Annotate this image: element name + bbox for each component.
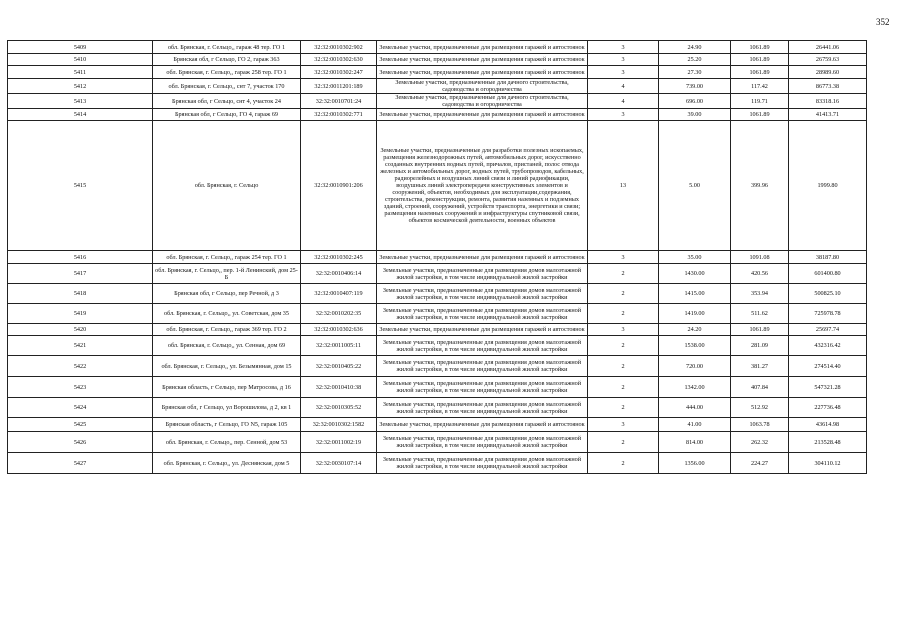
row-number: 5422 bbox=[8, 356, 153, 377]
row-land-purpose: Земельные участки, предназначенные для размещения домов малоэтажной жилой застройки, в том числе индивидуальной жилой застройки bbox=[377, 432, 588, 453]
row-land-purpose: Земельные участки, предназначенные для размещения гаражей и автостоянок bbox=[377, 54, 588, 66]
row-cadastral-number: 32:32:0010202:35 bbox=[301, 304, 377, 324]
table-row bbox=[8, 453, 867, 474]
row-cadastral-number: 32:32:0011201:189 bbox=[301, 79, 377, 94]
row-area: 24.90 bbox=[659, 41, 731, 54]
row-area: 27.30 bbox=[659, 66, 731, 79]
cadastral-value-table bbox=[7, 40, 867, 474]
row-cadastral-value: 213528.48 bbox=[789, 432, 867, 453]
table-row bbox=[8, 94, 867, 109]
row-group: 2 bbox=[588, 432, 659, 453]
row-cadastral-value: 26441.06 bbox=[789, 41, 867, 54]
row-cadastral-number: 32:32:0010302:630 bbox=[301, 54, 377, 66]
row-area: 696.00 bbox=[659, 94, 731, 109]
row-area: 739.00 bbox=[659, 79, 731, 94]
row-cadastral-value: 28989.60 bbox=[789, 66, 867, 79]
row-cadastral-value: 601400.80 bbox=[789, 264, 867, 284]
row-cadastral-number: 32:32:0010701:24 bbox=[301, 94, 377, 109]
table-row bbox=[8, 41, 867, 54]
row-cadastral-value: 304110.12 bbox=[789, 453, 867, 474]
row-land-purpose: Земельные участки, предназначенные для размещения домов малоэтажной жилой застройки, в том числе индивидуальной жилой застройки bbox=[377, 453, 588, 474]
row-area: 1419.00 bbox=[659, 304, 731, 324]
row-land-purpose: Земельные участки, предназначенные для размещения домов малоэтажной жилой застройки, в том числе индивидуальной жилой застройки bbox=[377, 264, 588, 284]
row-area: 24.20 bbox=[659, 324, 731, 336]
row-number: 5411 bbox=[8, 66, 153, 79]
row-group: 2 bbox=[588, 398, 659, 418]
row-cadastral-number: 32:32:0010407:119 bbox=[301, 284, 377, 304]
row-group: 3 bbox=[588, 109, 659, 121]
row-unit-price: 407.84 bbox=[731, 377, 789, 398]
row-unit-price: 281.09 bbox=[731, 336, 789, 356]
table-row bbox=[8, 377, 867, 398]
row-number: 5412 bbox=[8, 79, 153, 94]
row-cadastral-number: 32:32:0010410:38 bbox=[301, 377, 377, 398]
row-unit-price: 1061.89 bbox=[731, 66, 789, 79]
row-land-purpose: Земельные участки, предназначенные для размещения домов малоэтажной жилой застройки, в том числе индивидуальной жилой застройки bbox=[377, 398, 588, 418]
table-row bbox=[8, 66, 867, 79]
row-area: 1342.00 bbox=[659, 377, 731, 398]
row-land-purpose: Земельные участки, предназначенные для размещения гаражей и автостоянок bbox=[377, 109, 588, 121]
row-number: 5413 bbox=[8, 94, 153, 109]
row-group: 3 bbox=[588, 66, 659, 79]
row-unit-price: 1061.89 bbox=[731, 324, 789, 336]
row-land-purpose: Земельные участки, предназначенные для размещения домов малоэтажной жилой застройки, в том числе индивидуальной жилой застройки bbox=[377, 304, 588, 324]
table-row bbox=[8, 324, 867, 336]
row-unit-price: 512.92 bbox=[731, 398, 789, 418]
row-number: 5415 bbox=[8, 121, 153, 251]
row-number: 5421 bbox=[8, 336, 153, 356]
row-address: обл. Брянская, г. Сельцо,, гараж 254 тер. ГО 1 bbox=[153, 251, 301, 264]
row-cadastral-value: 83318.16 bbox=[789, 94, 867, 109]
row-group: 3 bbox=[588, 324, 659, 336]
row-cadastral-value: 1999.80 bbox=[789, 121, 867, 251]
row-number: 5418 bbox=[8, 284, 153, 304]
row-cadastral-value: 274514.40 bbox=[789, 356, 867, 377]
row-land-purpose: Земельные участки, предназначенные для размещения домов малоэтажной жилой застройки, в том числе индивидуальной жилой застройки bbox=[377, 336, 588, 356]
row-address: обл. Брянская, г. Сельцо,, пер. Сенной, дом 53 bbox=[153, 432, 301, 453]
row-address: Брянская обл, г Сельцо, пер Речной, д 3 bbox=[153, 284, 301, 304]
row-unit-price: 1061.89 bbox=[731, 54, 789, 66]
row-cadastral-value: 227736.48 bbox=[789, 398, 867, 418]
row-area: 1415.00 bbox=[659, 284, 731, 304]
row-address: Брянская область, г Сельцо, пер Матросова, д 16 bbox=[153, 377, 301, 398]
row-area: 41.00 bbox=[659, 418, 731, 432]
row-unit-price: 117.42 bbox=[731, 79, 789, 94]
row-number: 5425 bbox=[8, 418, 153, 432]
row-area: 25.20 bbox=[659, 54, 731, 66]
row-cadastral-value: 86773.38 bbox=[789, 79, 867, 94]
row-address: Брянская обл, г Сельцо, ул Ворошилова, д 2, кв 1 bbox=[153, 398, 301, 418]
row-address: обл. Брянская, г. Сельцо,, ул. Советская, дом 35 bbox=[153, 304, 301, 324]
row-area: 814.00 bbox=[659, 432, 731, 453]
row-group: 2 bbox=[588, 284, 659, 304]
row-group: 3 bbox=[588, 54, 659, 66]
row-cadastral-number: 32:32:0011002:19 bbox=[301, 432, 377, 453]
table-row bbox=[8, 121, 867, 251]
table-row bbox=[8, 284, 867, 304]
row-cadastral-value: 41413.71 bbox=[789, 109, 867, 121]
table-row bbox=[8, 336, 867, 356]
row-area: 720.00 bbox=[659, 356, 731, 377]
row-unit-price: 1061.89 bbox=[731, 109, 789, 121]
row-address: Брянская обл, г Сельцо, ГО 2, гараж 363 bbox=[153, 54, 301, 66]
row-unit-price: 381.27 bbox=[731, 356, 789, 377]
row-group: 2 bbox=[588, 336, 659, 356]
row-group: 3 bbox=[588, 251, 659, 264]
row-cadastral-number: 32:32:0010406:14 bbox=[301, 264, 377, 284]
row-group: 2 bbox=[588, 377, 659, 398]
row-number: 5419 bbox=[8, 304, 153, 324]
row-address: обл. Брянская, г. Сельцо,, гараж 258 тер. ГО 1 bbox=[153, 66, 301, 79]
row-group: 3 bbox=[588, 41, 659, 54]
row-unit-price: 399.96 bbox=[731, 121, 789, 251]
table-row bbox=[8, 418, 867, 432]
table-row bbox=[8, 109, 867, 121]
table-row bbox=[8, 264, 867, 284]
row-number: 5410 bbox=[8, 54, 153, 66]
row-cadastral-value: 725978.78 bbox=[789, 304, 867, 324]
row-area: 5.00 bbox=[659, 121, 731, 251]
row-unit-price: 224.27 bbox=[731, 453, 789, 474]
row-area: 1356.00 bbox=[659, 453, 731, 474]
row-area: 39.00 bbox=[659, 109, 731, 121]
row-number: 5427 bbox=[8, 453, 153, 474]
row-land-purpose: Земельные участки, предназначенные для разработки полезных ископаемых, размещения железнодорожных путей, автомобильных дорог, искусственно созданных внутренних водных путей, причалов, пристаней, полос отвода железных и автомобильных дорог, водных путей, трубопроводов, кабельных, радиорелейных и воздушных линий связи и линий радиофикации, воздушных линий электропередачи конструктивных элементов и сооружений, объектов, необходимых для эксплуатации,содержания, строительства, реконструкции, ремонта, развития наземных и подземных зданий, строений, сооружений, устройств транспорта, энергетики и связи; размещения наземных сооружений и инфраструктуры спутниковой связи, объектов космической деятельности, военных объектов bbox=[377, 121, 588, 251]
row-unit-price: 1091.08 bbox=[731, 251, 789, 264]
row-land-purpose: Земельные участки, предназначенные для размещения домов малоэтажной жилой застройки, в том числе индивидуальной жилой застройки bbox=[377, 377, 588, 398]
row-cadastral-value: 38187.80 bbox=[789, 251, 867, 264]
row-unit-price: 262.32 bbox=[731, 432, 789, 453]
row-group: 3 bbox=[588, 418, 659, 432]
row-number: 5426 bbox=[8, 432, 153, 453]
row-cadastral-value: 547321.28 bbox=[789, 377, 867, 398]
row-area: 444.00 bbox=[659, 398, 731, 418]
row-group: 2 bbox=[588, 304, 659, 324]
row-address: обл. Брянская, г. Сельцо,, гараж 48 тер. ГО 1 bbox=[153, 41, 301, 54]
row-unit-price: 119.71 bbox=[731, 94, 789, 109]
row-address: обл. Брянская, г. Сельцо,, ул. Безымянная, дом 15 bbox=[153, 356, 301, 377]
row-land-purpose: Земельные участки, предназначенные для размещения гаражей и автостоянок bbox=[377, 418, 588, 432]
row-number: 5423 bbox=[8, 377, 153, 398]
row-number: 5420 bbox=[8, 324, 153, 336]
row-cadastral-number: 32:32:0010302:245 bbox=[301, 251, 377, 264]
row-group: 2 bbox=[588, 356, 659, 377]
row-area: 1430.00 bbox=[659, 264, 731, 284]
table-row bbox=[8, 54, 867, 66]
row-number: 5416 bbox=[8, 251, 153, 264]
table-row bbox=[8, 432, 867, 453]
row-number: 5409 bbox=[8, 41, 153, 54]
row-address: обл. Брянская, г. Сельцо bbox=[153, 121, 301, 251]
row-address: обл. Брянская, г. Сельцо,, пер. 1-й Ленинский, дом 25-Б bbox=[153, 264, 301, 284]
table-row bbox=[8, 398, 867, 418]
row-cadastral-number: 32:32:0030107:14 bbox=[301, 453, 377, 474]
row-address: обл. Брянская, г. Сельцо,, гараж 369 тер. ГО 2 bbox=[153, 324, 301, 336]
row-area: 1538.00 bbox=[659, 336, 731, 356]
row-land-purpose: Земельные участки, предназначенные для дачного строительства, садоводства и огородничества bbox=[377, 94, 588, 109]
row-area: 35.00 bbox=[659, 251, 731, 264]
row-land-purpose: Земельные участки, предназначенные для размещения гаражей и автостоянок bbox=[377, 66, 588, 79]
row-land-purpose: Земельные участки, предназначенные для размещения домов малоэтажной жилой застройки, в том числе индивидуальной жилой застройки bbox=[377, 356, 588, 377]
row-cadastral-number: 32:32:0010302:1582 bbox=[301, 418, 377, 432]
row-land-purpose: Земельные участки, предназначенные для дачного строительства, садоводства и огородничества bbox=[377, 79, 588, 94]
row-address: обл. Брянская, г. Сельцо,, ул. Деснянская, дом 5 bbox=[153, 453, 301, 474]
page-number: 352 bbox=[876, 17, 890, 27]
table-row bbox=[8, 79, 867, 94]
row-cadastral-value: 26759.63 bbox=[789, 54, 867, 66]
row-address: Брянская обл, г Сельцо, снт 4, участок 24 bbox=[153, 94, 301, 109]
row-cadastral-number: 32:32:0010302:636 bbox=[301, 324, 377, 336]
row-land-purpose: Земельные участки, предназначенные для размещения домов малоэтажной жилой застройки, в том числе индивидуальной жилой застройки bbox=[377, 284, 588, 304]
table-row bbox=[8, 356, 867, 377]
row-unit-price: 353.94 bbox=[731, 284, 789, 304]
row-land-purpose: Земельные участки, предназначенные для размещения гаражей и автостоянок bbox=[377, 324, 588, 336]
row-unit-price: 511.62 bbox=[731, 304, 789, 324]
row-group: 2 bbox=[588, 453, 659, 474]
row-group: 13 bbox=[588, 121, 659, 251]
row-address: обл. Брянская, г. Сельцо,, снт 7, участок 170 bbox=[153, 79, 301, 94]
row-cadastral-number: 32:32:0010302:902 bbox=[301, 41, 377, 54]
row-address: обл. Брянская, г. Сельцо,, ул. Сенная, дом 69 bbox=[153, 336, 301, 356]
row-land-purpose: Земельные участки, предназначенные для размещения гаражей и автостоянок bbox=[377, 41, 588, 54]
row-cadastral-number: 32:32:0010405:22 bbox=[301, 356, 377, 377]
row-group: 2 bbox=[588, 264, 659, 284]
row-unit-price: 1063.78 bbox=[731, 418, 789, 432]
row-cadastral-value: 432316.42 bbox=[789, 336, 867, 356]
row-cadastral-number: 32:32:0010302:771 bbox=[301, 109, 377, 121]
table-row bbox=[8, 304, 867, 324]
row-group: 4 bbox=[588, 94, 659, 109]
row-address: Брянская обл, г Сельцо, ГО 4, гараж 69 bbox=[153, 109, 301, 121]
row-cadastral-value: 25697.74 bbox=[789, 324, 867, 336]
row-cadastral-number: 32:32:0010305:52 bbox=[301, 398, 377, 418]
row-unit-price: 420.56 bbox=[731, 264, 789, 284]
row-unit-price: 1061.89 bbox=[731, 41, 789, 54]
row-cadastral-number: 32:32:0010901:206 bbox=[301, 121, 377, 251]
row-number: 5414 bbox=[8, 109, 153, 121]
row-cadastral-value: 500825.10 bbox=[789, 284, 867, 304]
table-row bbox=[8, 251, 867, 264]
row-cadastral-number: 32:32:0011005:11 bbox=[301, 336, 377, 356]
row-number: 5424 bbox=[8, 398, 153, 418]
row-number: 5417 bbox=[8, 264, 153, 284]
row-cadastral-value: 43614.98 bbox=[789, 418, 867, 432]
row-group: 4 bbox=[588, 79, 659, 94]
row-address: Брянская область, г Сельцо, ГО N5, гараж 105 bbox=[153, 418, 301, 432]
row-land-purpose: Земельные участки, предназначенные для размещения гаражей и автостоянок bbox=[377, 251, 588, 264]
row-cadastral-number: 32:32:0010302:247 bbox=[301, 66, 377, 79]
